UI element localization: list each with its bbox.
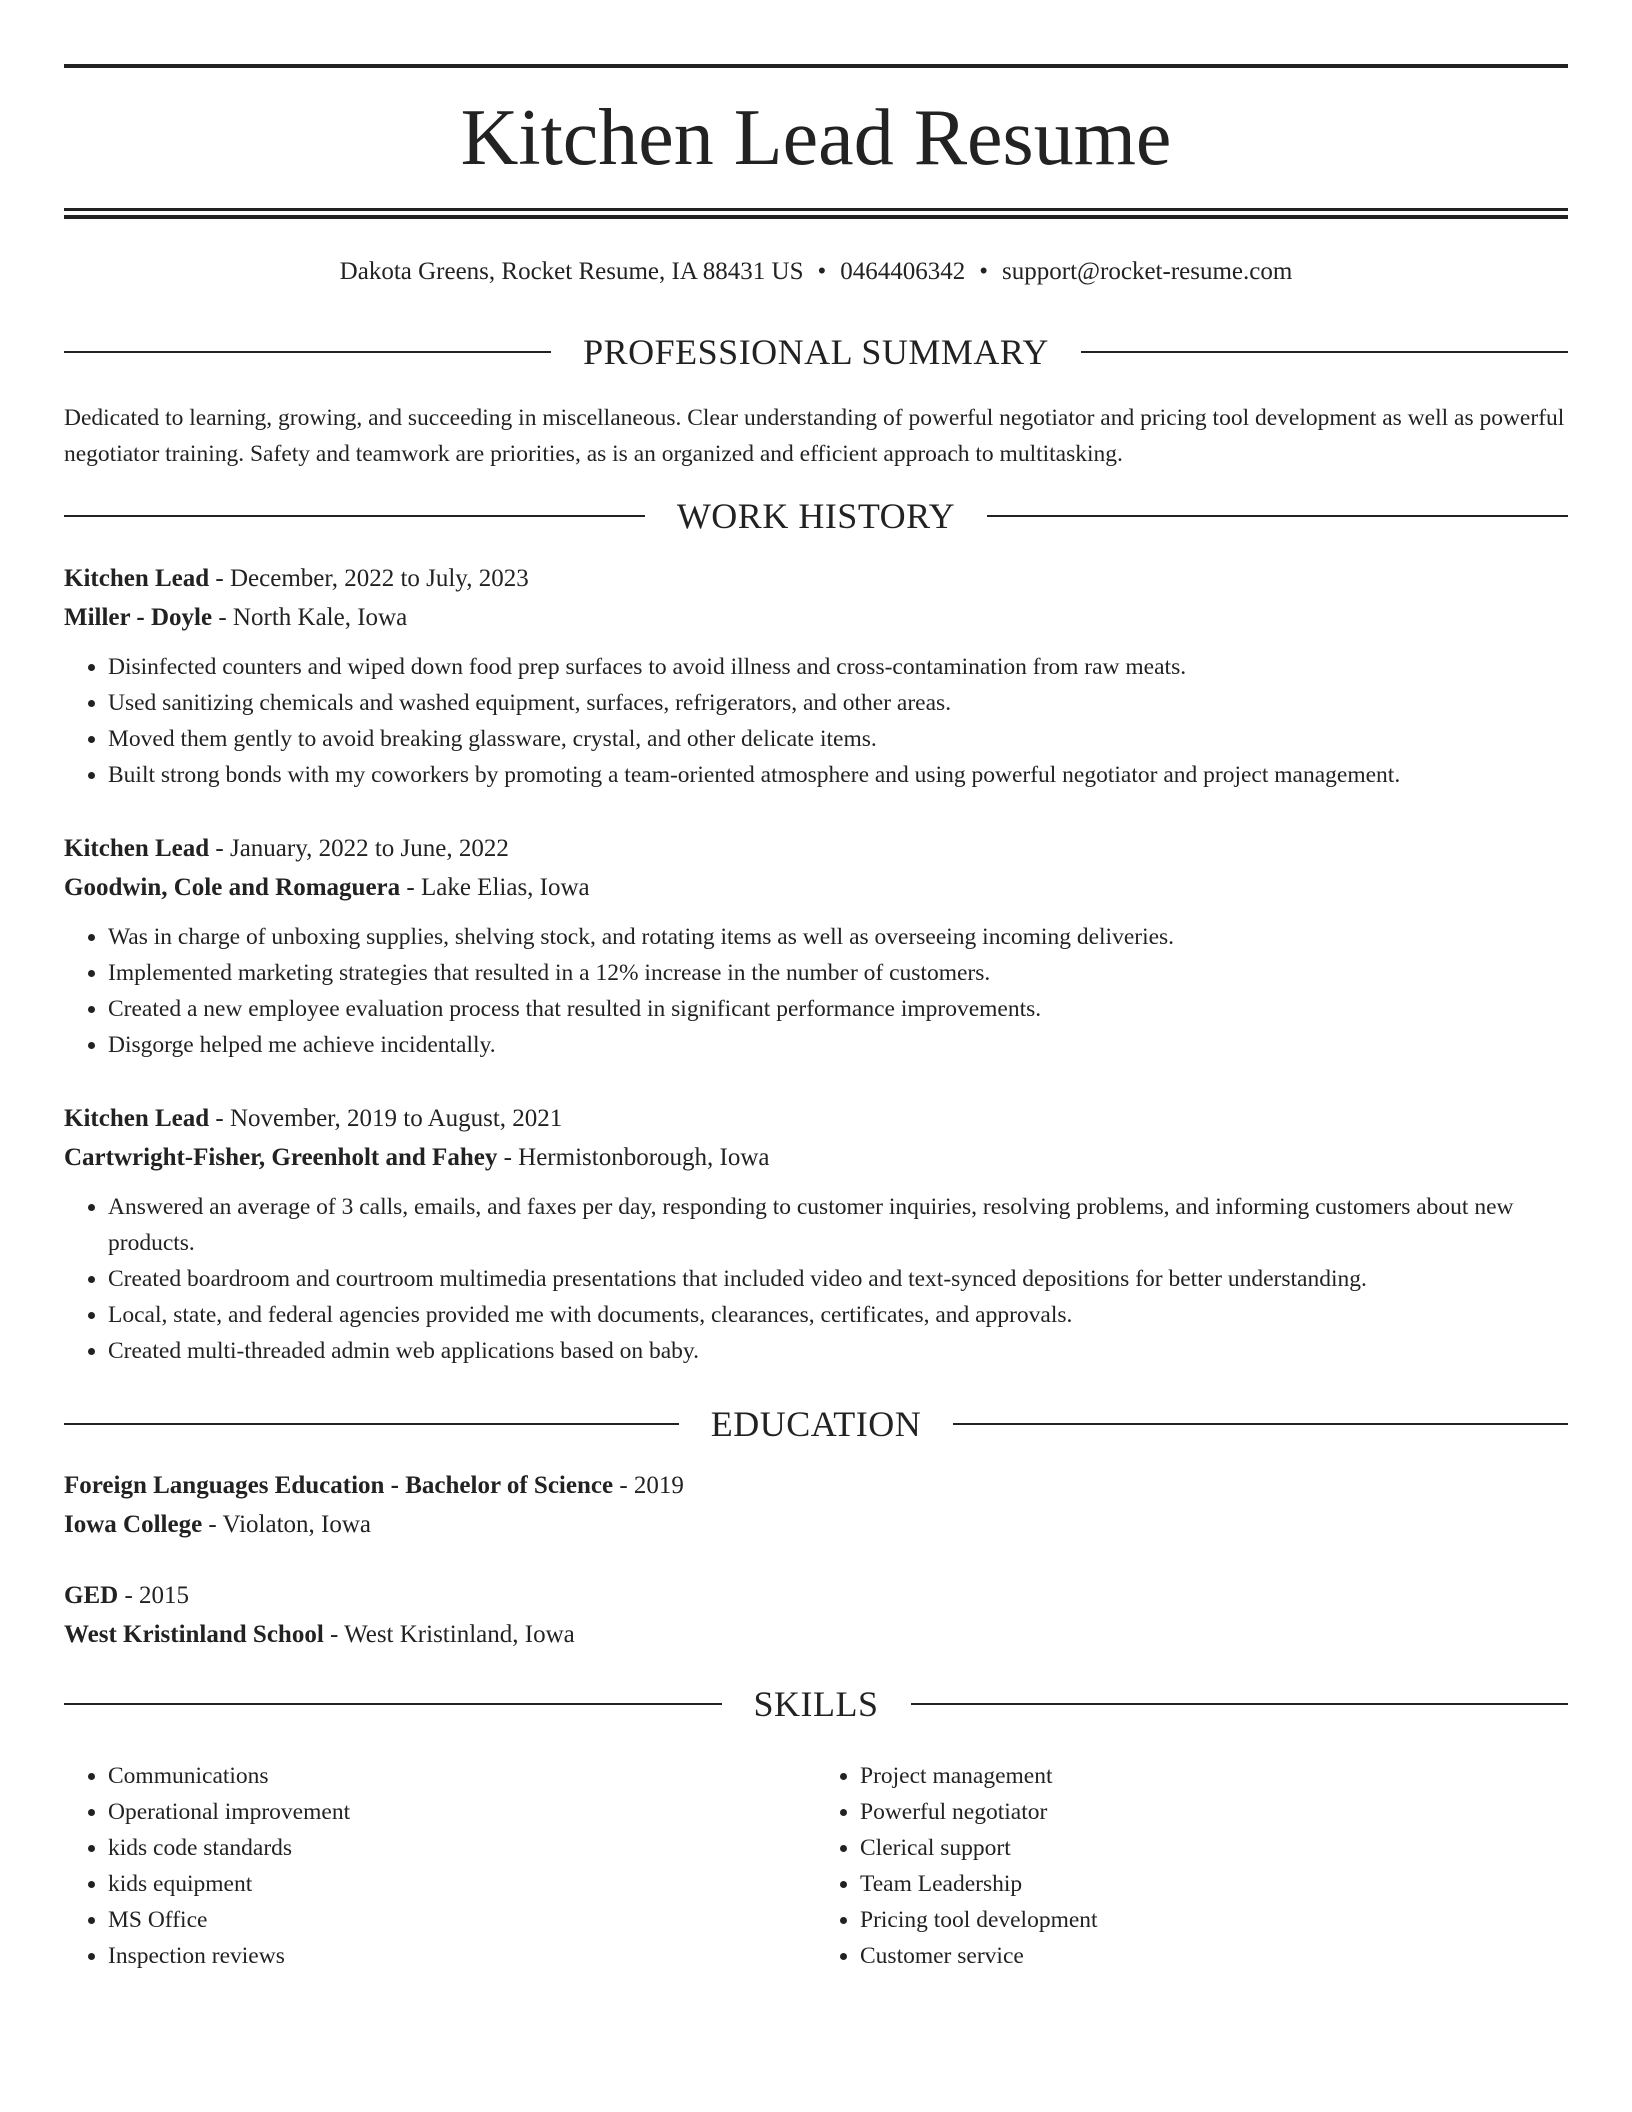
list-item: • Local, state, and federal agencies provided me with documents, clearances, certificates, and approvals. <box>108 1297 1568 1333</box>
skill-item: • kids code standards <box>108 1830 816 1866</box>
heading-rule <box>64 1703 722 1705</box>
section-heading-work <box>64 496 1568 536</box>
job-company: Goodwin, Cole and Romaguera <box>64 874 401 901</box>
education-year: - 2019 <box>613 1472 684 1499</box>
skill-item: • Customer service <box>860 1938 1568 1974</box>
contact-line <box>64 254 1568 290</box>
skill-item: • Team Leadership <box>860 1866 1568 1902</box>
job-title-row <box>64 559 1568 598</box>
job-title: Kitchen Lead <box>64 1105 210 1132</box>
section-title: WORK HISTORY <box>676 496 956 536</box>
skill-item: • kids equipment <box>108 1866 816 1902</box>
list-item: • Was in charge of unboxing supplies, shelving stock, and rotating items as well as overseeing incoming deliveries. <box>108 919 1568 955</box>
skill-item: • Communications <box>108 1758 816 1794</box>
job-bullets <box>64 1189 1568 1369</box>
education-year: - 2015 <box>118 1582 190 1609</box>
heading-rule <box>64 1423 679 1425</box>
list-item: • Used sanitizing chemicals and washed equipment, surfaces, refrigerators, and other areas. <box>108 685 1568 721</box>
job-company-row <box>64 868 1568 907</box>
section-heading-skills <box>64 1684 1568 1724</box>
skills-list-right <box>816 1758 1568 1974</box>
skill-item: • Inspection reviews <box>108 1938 816 1974</box>
skill-item: • Powerful negotiator <box>860 1794 1568 1830</box>
contact-separator: • <box>817 258 827 285</box>
top-rule <box>64 64 1568 68</box>
skill-item: • MS Office <box>108 1902 816 1938</box>
list-item: • Moved them gently to avoid breaking glassware, crystal, and other delicate items. <box>108 721 1568 757</box>
heading-rule <box>64 515 645 517</box>
education-entry <box>64 1466 1568 1544</box>
education-school-row <box>64 1505 1568 1544</box>
list-item: • Implemented marketing strategies that resulted in a 12% increase in the number of customers. <box>108 955 1568 991</box>
job-bullets <box>64 649 1568 793</box>
contact-separator: • <box>979 258 989 285</box>
skill-item: • Pricing tool development <box>860 1902 1568 1938</box>
skill-item: • Project management <box>860 1758 1568 1794</box>
education-degree: GED <box>64 1582 119 1609</box>
heading-rule <box>64 351 551 353</box>
summary-text: Dedicated to learning, growing, and succeeding in miscellaneous. Clear understanding of powerful negotiator and pricing tool development as well as powerful negotiator training. Safety and teamwork are priorities, as is an organized and efficient approach to multitasking. <box>64 405 1565 467</box>
education-school: Iowa College <box>64 1511 203 1538</box>
job-location: - North Kale, Iowa <box>212 604 408 631</box>
job-dates: - November, 2019 to August, 2021 <box>209 1105 563 1132</box>
education-school-row <box>64 1615 1568 1654</box>
job-dates: - January, 2022 to June, 2022 <box>209 835 509 862</box>
job-title: Kitchen Lead <box>64 835 210 862</box>
job-entry <box>64 829 1568 1063</box>
contact-email[interactable]: support@rocket-resume.com <box>1002 258 1293 285</box>
job-company-row <box>64 598 1568 637</box>
skills-columns <box>64 1758 1568 1974</box>
heading-rule <box>953 1423 1568 1425</box>
resume-title: Kitchen Lead Resume <box>460 94 1172 182</box>
list-item: • Disgorge helped me achieve incidentally. <box>108 1027 1568 1063</box>
job-title-row <box>64 1099 1568 1138</box>
list-item: • Created boardroom and courtroom multimedia presentations that included video and text-synced depositions for better understanding. <box>108 1261 1568 1297</box>
job-title-row <box>64 829 1568 868</box>
section-heading-summary <box>64 332 1568 372</box>
job-location: - Hermistonborough, Iowa <box>497 1144 770 1171</box>
job-location: - Lake Elias, Iowa <box>400 874 590 901</box>
contact-address: Dakota Greens, Rocket Resume, IA 88431 US <box>339 258 804 285</box>
education-school: West Kristinland School <box>64 1621 324 1648</box>
education-degree-row <box>64 1576 1568 1615</box>
contact-phone[interactable]: 0464406342 <box>840 258 966 285</box>
list-item: • Built strong bonds with my coworkers by promoting a team-oriented atmosphere and using powerful negotiator and project management. <box>108 757 1568 793</box>
job-bullets <box>64 919 1568 1063</box>
list-item: • Answered an average of 3 calls, emails, and faxes per day, responding to customer inquiries, resolving problems, and informing customers about new products. <box>108 1189 1568 1261</box>
title-double-rule <box>64 208 1568 219</box>
job-entry <box>64 559 1568 793</box>
skills-list-left <box>64 1758 816 1974</box>
education-degree: Foreign Languages Education - Bachelor of Science <box>64 1472 614 1499</box>
education-location: - West Kristinland, Iowa <box>323 1621 575 1648</box>
job-title: Kitchen Lead <box>64 565 210 592</box>
heading-rule <box>911 1703 1569 1705</box>
heading-rule <box>1081 351 1568 353</box>
job-company: Miller - Doyle <box>64 604 213 631</box>
section-title: SKILLS <box>753 1684 879 1724</box>
job-dates: - December, 2022 to July, 2023 <box>209 565 529 592</box>
education-degree-row <box>64 1466 1568 1505</box>
section-title: PROFESSIONAL SUMMARY <box>583 332 1049 372</box>
section-title: EDUCATION <box>710 1404 922 1444</box>
education-location: - Violaton, Iowa <box>202 1511 372 1538</box>
skill-item: • Operational improvement <box>108 1794 816 1830</box>
section-heading-education <box>64 1404 1568 1444</box>
skill-item: • Clerical support <box>860 1830 1568 1866</box>
education-entry <box>64 1576 1568 1654</box>
job-company: Cartwright-Fisher, Greenholt and Fahey <box>64 1144 498 1171</box>
list-item: • Created multi-threaded admin web applications based on baby. <box>108 1333 1568 1369</box>
list-item: • Disinfected counters and wiped down food prep surfaces to avoid illness and cross-contamination from raw meats. <box>108 649 1568 685</box>
job-company-row <box>64 1138 1568 1177</box>
heading-rule <box>987 515 1568 517</box>
list-item: • Created a new employee evaluation process that resulted in significant performance improvements. <box>108 991 1568 1027</box>
job-entry <box>64 1099 1568 1369</box>
